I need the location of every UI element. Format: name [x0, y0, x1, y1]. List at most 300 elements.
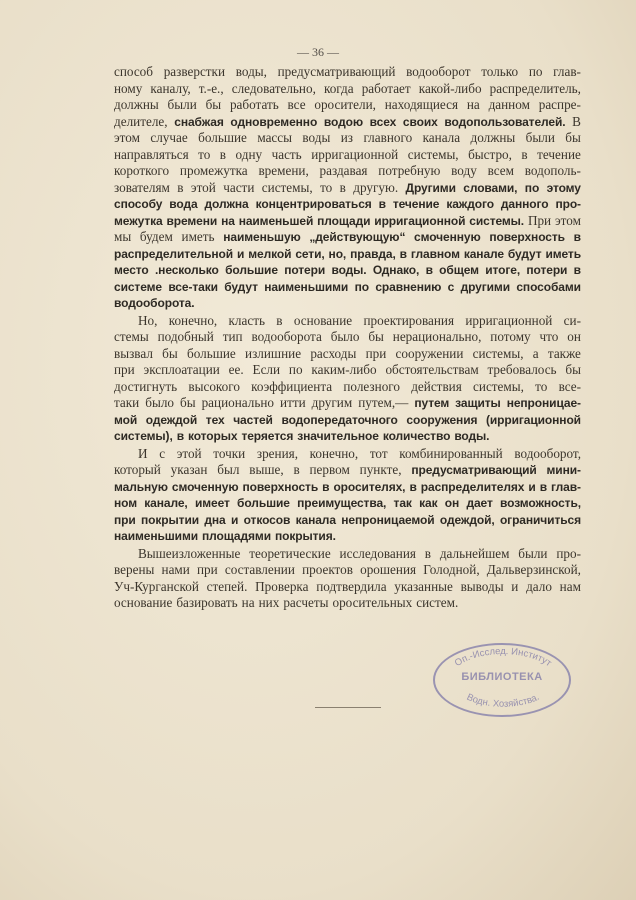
word: делителе, — [114, 113, 168, 129]
bold-word: мини- — [546, 463, 581, 477]
bold-word: откосов — [243, 512, 291, 527]
word: Если — [252, 362, 281, 377]
bold-word: так — [393, 496, 412, 510]
word: каналу, — [150, 80, 191, 96]
word: В — [572, 113, 581, 129]
word: водополь- — [524, 163, 581, 178]
text-line — [114, 346, 581, 363]
word: иметь — [181, 229, 215, 244]
text-line — [114, 114, 581, 131]
word: части — [223, 179, 255, 195]
bold-word: в — [409, 479, 417, 494]
word: обстоятельствам — [385, 362, 479, 377]
bold-word: каждого — [446, 197, 494, 211]
word: часть — [271, 146, 302, 162]
word: то — [198, 146, 211, 162]
bold-word: способами — [516, 279, 581, 294]
word: ирригационной — [311, 146, 399, 162]
bold-word: в — [176, 429, 184, 443]
word: он — [567, 329, 581, 344]
word: только — [481, 64, 519, 79]
word: При — [527, 212, 552, 228]
word: предусматривающий — [277, 64, 396, 79]
word: Голодной, — [423, 562, 480, 577]
bold-word: общем — [439, 263, 479, 277]
word: бы — [565, 362, 581, 377]
word: а — [532, 345, 539, 361]
bold-word: с — [447, 279, 455, 294]
word: на — [241, 595, 255, 610]
text-line — [114, 295, 581, 312]
stamp-top-text: Оп.-Исслед. Институт — [452, 645, 554, 670]
word: систем. — [416, 595, 459, 610]
bold-word: способу — [114, 197, 163, 211]
text-line — [114, 546, 581, 563]
text-line — [114, 595, 581, 612]
word: бы — [180, 395, 196, 410]
bold-word: теряется — [241, 429, 294, 443]
word: также — [547, 345, 581, 361]
text-line — [114, 428, 581, 445]
bold-word: потери — [284, 263, 326, 277]
word: подобный — [157, 329, 214, 344]
word: итти — [280, 395, 306, 410]
bold-word: частей — [233, 412, 273, 427]
word: с — [159, 445, 166, 461]
word: таки — [114, 395, 140, 410]
word: коэффициента — [251, 378, 333, 394]
bold-word: межутка — [114, 213, 163, 228]
word: промежутка — [179, 163, 248, 178]
word: бы — [368, 329, 384, 344]
word: были — [167, 97, 197, 112]
bold-word: данного — [500, 197, 549, 211]
bold-word: будут — [507, 246, 542, 261]
text-line — [114, 446, 581, 463]
word: раздавая — [319, 163, 368, 178]
word: базировать — [176, 595, 238, 610]
bold-word: в — [573, 263, 581, 277]
word: проектов — [302, 562, 353, 577]
text-line — [114, 329, 581, 346]
word: другую. — [353, 179, 399, 195]
bold-word: в — [399, 246, 407, 261]
word: короткого — [114, 163, 170, 178]
word: бы — [205, 97, 222, 112]
word: сооружении — [395, 345, 464, 361]
word: случае — [150, 130, 188, 145]
bold-word: путем — [414, 396, 450, 410]
word: было — [330, 329, 360, 344]
word: бы — [565, 130, 581, 145]
bold-word: Однако, — [372, 263, 420, 277]
bold-word: площадями — [202, 529, 271, 543]
word: эксплоатации — [143, 362, 220, 377]
bold-word: покрытия. — [274, 529, 336, 543]
word: из — [340, 130, 354, 145]
bold-word: он — [444, 496, 460, 510]
svg-text:Оп.-Исслед. Институт — [453, 646, 554, 669]
bold-word: количество — [382, 429, 451, 443]
bold-word: системе — [114, 279, 162, 294]
word: подтвердила — [316, 578, 387, 594]
bold-word: воды. — [454, 429, 490, 443]
bold-word: по — [354, 279, 369, 294]
word: класть — [228, 312, 265, 328]
word: ирригационной — [465, 312, 553, 328]
word: расходы — [310, 345, 357, 361]
paragraph — [114, 446, 581, 545]
bold-word: ограничиться — [499, 512, 581, 527]
word: рационально — [201, 395, 275, 410]
word: водооборот, — [514, 445, 581, 461]
bold-word: сравнению — [375, 279, 442, 294]
word: на — [466, 97, 480, 112]
word: этом — [555, 212, 581, 228]
word: потому — [490, 329, 531, 344]
bold-word: дает — [466, 496, 493, 510]
word: должны — [114, 97, 159, 112]
bold-word: как — [419, 496, 438, 510]
text-line — [114, 395, 581, 412]
text-line — [114, 130, 581, 147]
word: то — [535, 378, 548, 394]
bold-word: возможность, — [500, 496, 581, 510]
bold-word: снабжая — [174, 114, 224, 129]
bold-word: канала — [295, 512, 336, 527]
word: большие — [186, 345, 236, 361]
bold-word: наименьшей — [238, 213, 314, 228]
library-stamp — [433, 643, 571, 717]
bold-word: в — [573, 230, 581, 244]
word: основание — [293, 312, 353, 328]
word: дальнейшем — [439, 545, 510, 561]
word: указанные — [394, 578, 453, 594]
bold-word: предусматривающий — [411, 463, 537, 477]
word: системы, — [407, 146, 459, 162]
word: Но, — [138, 312, 158, 328]
paragraph — [114, 546, 581, 612]
word: по — [288, 362, 303, 377]
text-line — [114, 512, 581, 529]
word: указан — [170, 462, 208, 477]
text-line — [114, 262, 581, 279]
word: пункте, — [359, 462, 402, 477]
word: нерационально, — [392, 329, 482, 344]
bold-word: и — [230, 512, 239, 527]
word: в — [219, 146, 227, 162]
text-line — [114, 147, 581, 164]
bold-word: наименьшими — [264, 279, 349, 294]
word: и — [511, 578, 519, 594]
word: высокого — [188, 378, 240, 394]
text-line — [114, 213, 581, 230]
word: путем,— — [358, 395, 409, 410]
text-line — [114, 64, 581, 81]
word: по — [528, 64, 543, 79]
bold-word: системы), — [114, 429, 173, 443]
word: ее. — [228, 362, 244, 377]
bold-word: иметь — [545, 246, 581, 261]
word: что — [539, 329, 559, 344]
bold-word: „действующую“ — [309, 230, 406, 244]
bold-word: глав- — [551, 479, 581, 494]
bold-word: водою — [323, 114, 363, 129]
bold-word: имеет — [194, 496, 230, 510]
word: когда — [323, 80, 354, 96]
bold-word: смоченную — [414, 230, 481, 244]
bold-word: мелкой — [248, 246, 292, 261]
word: все- — [558, 378, 581, 394]
bold-word: ирригационной — [374, 213, 466, 228]
word: выше, — [249, 462, 284, 477]
bold-word: другими — [460, 279, 510, 294]
word: большие — [198, 130, 247, 145]
word: в — [177, 179, 184, 195]
word: воду — [451, 163, 477, 178]
word: исследования — [339, 545, 416, 561]
word: главного — [363, 130, 413, 145]
bold-word: концентрироваться — [255, 197, 372, 211]
word: данном — [488, 97, 530, 112]
text-line — [114, 246, 581, 263]
bold-word: сооружения — [406, 412, 478, 427]
bold-word: покрытии — [141, 512, 200, 527]
bold-word: Другими — [405, 180, 456, 195]
word: составлении — [224, 562, 295, 577]
word: выводы — [460, 578, 504, 594]
text-line — [114, 495, 581, 512]
word: было — [145, 395, 174, 410]
word: стемы — [114, 329, 149, 344]
text-line — [114, 180, 581, 197]
paragraph — [114, 64, 581, 312]
bold-word: распределителях — [420, 479, 525, 494]
bold-word: своих — [402, 114, 438, 129]
word: в — [424, 545, 432, 561]
bold-word: итоге, — [485, 263, 521, 277]
word: в — [293, 462, 300, 477]
bold-word: одновременно — [230, 114, 318, 129]
page-number: — 36 — — [297, 45, 339, 59]
bold-word: поверхность — [489, 230, 565, 244]
bold-word: тех — [205, 412, 225, 427]
bold-word: одеждой — [145, 412, 198, 427]
bold-word: канале — [463, 246, 504, 261]
word: Дальверзинской, — [486, 562, 581, 577]
word: мы — [114, 229, 132, 244]
bold-word: потери — [526, 263, 568, 277]
bold-word: течение — [392, 197, 440, 211]
word: степей. — [206, 578, 248, 594]
bold-word: водооборота. — [114, 296, 195, 310]
text-line — [114, 479, 581, 496]
text-line — [114, 229, 581, 246]
word: системы, — [261, 179, 313, 195]
word: канала — [422, 130, 461, 145]
word: этом — [114, 130, 140, 145]
word: находящиеся — [384, 97, 459, 112]
bold-word: значительное — [297, 429, 379, 443]
word: требовалось — [487, 362, 557, 377]
word: направляться — [114, 146, 189, 162]
word: этой — [176, 445, 202, 461]
bold-word: при — [114, 512, 136, 527]
bold-word: все-таки — [168, 279, 218, 294]
bold-word: будут — [224, 279, 258, 294]
text-line — [114, 412, 581, 429]
word: распределитель, — [489, 80, 581, 96]
bold-word: ном — [114, 496, 137, 510]
word: всем — [487, 163, 514, 178]
word: были — [525, 130, 555, 145]
word: водооборота — [251, 329, 322, 344]
word: первом — [309, 462, 350, 477]
word: должны — [470, 130, 516, 145]
word: верены — [114, 562, 155, 577]
bold-word: в — [378, 197, 386, 211]
word: про- — [556, 545, 581, 561]
word: системы, — [473, 378, 524, 394]
text-line — [114, 528, 581, 545]
bold-word: водопользователей. — [444, 114, 566, 129]
word: дало — [526, 578, 552, 594]
bold-word: большие — [225, 263, 278, 277]
section-divider — [315, 707, 381, 708]
paragraph — [114, 313, 581, 445]
word: одну — [235, 146, 263, 162]
word: работает — [361, 80, 411, 96]
word: тип — [222, 329, 243, 344]
word: нам — [559, 578, 581, 594]
word: при — [365, 345, 387, 361]
bold-word: но, — [328, 246, 347, 261]
word: разверстки — [163, 64, 226, 79]
word: Проверка — [255, 578, 309, 594]
word: в — [339, 179, 346, 195]
word: при — [196, 562, 218, 577]
bold-word: словами, — [463, 180, 518, 195]
bold-word: на — [221, 213, 235, 228]
word: были — [518, 545, 548, 561]
bold-word: оросителях, — [333, 479, 406, 494]
text-line — [114, 462, 581, 479]
word: И — [138, 445, 148, 461]
word: си- — [563, 312, 581, 328]
word: потребную — [378, 163, 441, 178]
word: распре- — [538, 97, 581, 112]
bold-word: защиты — [455, 396, 501, 410]
bold-word: должна — [204, 197, 249, 211]
word: в — [276, 312, 283, 328]
text-line — [114, 379, 581, 396]
text-line — [114, 81, 581, 98]
body-text — [114, 64, 581, 613]
word: бы — [162, 345, 178, 361]
bold-word: .несколько — [154, 263, 219, 277]
word: будем — [139, 229, 173, 244]
word: достигнуть — [114, 378, 178, 394]
word: Уч-Курганской — [114, 578, 199, 594]
bold-word: и — [528, 479, 536, 494]
word: этой — [190, 179, 216, 195]
bold-word: большие — [237, 496, 290, 510]
word: при — [114, 362, 135, 377]
word: оросители, — [314, 97, 376, 112]
word: работать — [229, 97, 279, 112]
word: другим — [311, 395, 353, 410]
word: следовательно, — [231, 80, 316, 96]
word: был — [217, 462, 240, 477]
word: течение — [537, 146, 581, 162]
bold-word: сети, — [295, 246, 325, 261]
word: каким-либо — [311, 362, 377, 377]
word: все — [287, 97, 306, 112]
word: водооборот — [406, 64, 471, 79]
stamp-center-text: БИБЛИОТЕКА — [461, 671, 543, 683]
word: вызвал — [114, 345, 153, 361]
bold-word: которых — [187, 429, 238, 443]
bold-word: одеждой, — [439, 512, 495, 527]
word: массы — [257, 130, 293, 145]
bold-word: в — [322, 479, 330, 494]
bold-word: всех — [369, 114, 397, 129]
word: расчеты — [283, 595, 329, 610]
word: точки — [213, 445, 246, 461]
word: системы, — [472, 345, 524, 361]
bold-word: (ирригационной — [485, 412, 581, 427]
bold-word: смоченную — [171, 479, 239, 494]
bold-word: вода — [169, 197, 198, 211]
text-line — [114, 362, 581, 379]
bold-word: место — [114, 263, 149, 277]
word: который — [114, 462, 161, 477]
word: т.-е., — [198, 80, 224, 96]
word: орошения — [360, 562, 417, 577]
word: конечно, — [309, 445, 359, 461]
word: проектирования — [363, 312, 455, 328]
word: ному — [114, 80, 143, 96]
text-line — [114, 313, 581, 330]
text-line — [114, 562, 581, 579]
text-line — [114, 163, 581, 180]
word: Вышеизложенные — [138, 545, 241, 561]
bold-word: распределительной — [114, 246, 234, 261]
bold-word: в — [539, 479, 547, 494]
bold-word: системы. — [469, 213, 525, 228]
word: воды — [302, 130, 331, 145]
word: зователям — [114, 179, 170, 195]
bold-word: по — [524, 180, 540, 195]
text-line — [114, 97, 581, 114]
bold-word: правда, — [350, 246, 396, 261]
word: какой-либо — [418, 80, 482, 96]
bold-word: и — [236, 246, 245, 261]
bold-word: времени — [166, 213, 218, 228]
bold-word: наименьшими — [114, 529, 199, 543]
bold-word: в — [425, 263, 433, 277]
bold-word: мальную — [114, 479, 168, 494]
word: тот — [369, 445, 388, 461]
bold-word: этому — [546, 180, 581, 195]
bold-word: водопередаточного — [281, 412, 398, 427]
word: в — [521, 146, 528, 162]
bold-word: воды. — [331, 263, 367, 277]
bold-word: непроницаемой — [341, 512, 435, 527]
word: оросительных — [332, 595, 413, 610]
bold-word: преимущества, — [297, 496, 387, 510]
bold-word: главном — [410, 246, 460, 261]
